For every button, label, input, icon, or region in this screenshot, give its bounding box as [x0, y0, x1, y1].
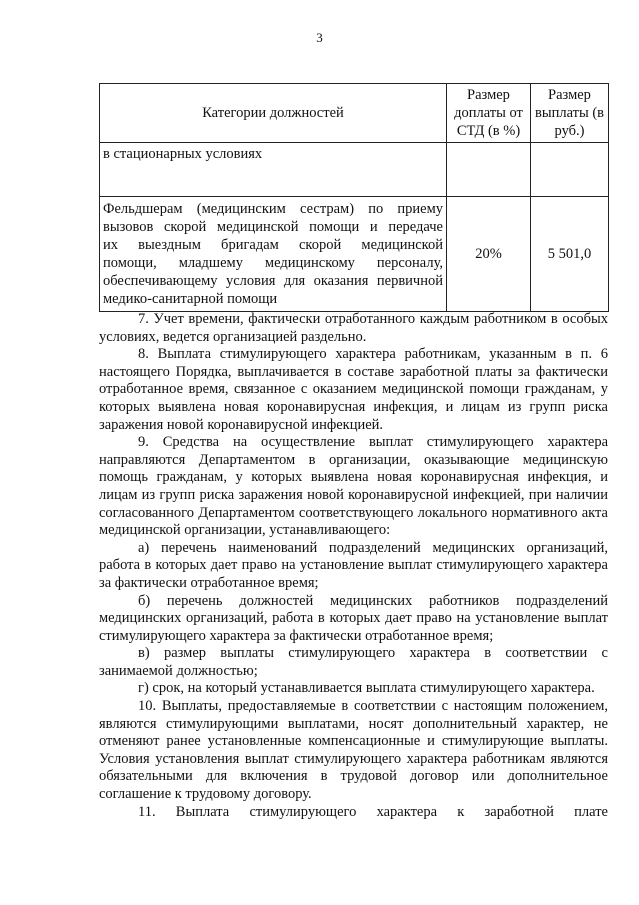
paragraph-9v: в) размер выплаты стимулирующего характера в соответствии с занимаемой должностью;	[99, 645, 608, 679]
continuation-category-cell: в стационарных условиях	[100, 143, 447, 197]
header-category: Категории должностей	[100, 84, 447, 143]
category-cell	[100, 197, 447, 312]
continuation-amount-cell	[531, 143, 609, 197]
continuation-percent-cell	[447, 143, 531, 197]
table-row	[100, 143, 609, 197]
table-row	[100, 197, 609, 312]
category-line: обеспечивающему условия для оказания первичной	[103, 273, 443, 289]
category-line: вызовов скорой медицинской помощи и передаче	[103, 219, 443, 235]
category-line: помощи, младшему медицинскому персоналу,	[103, 255, 443, 271]
category-line: Фельдшерам (медицинским сестрам) по приему	[103, 201, 443, 217]
paragraph-9a: а) перечень наименований подразделений медицинских организаций, работа в которых дает право на установление выплат стимулирующего характера за фактически отработанное время;	[99, 539, 608, 591]
paragraph-7: 7. Учет времени, фактически отработанного каждым работником в особых условиях, ведется организацией раздельно.	[99, 311, 608, 345]
page-number: 3	[316, 30, 323, 45]
amount-cell: 5 501,0	[531, 197, 609, 312]
percent-cell: 20%	[447, 197, 531, 312]
paragraph-9g: г) срок, на который устанавливается выплата стимулирующего характера.	[138, 680, 595, 697]
category-line: их выездным бригадам скорой медицинской	[103, 237, 443, 253]
paragraph-9: 9. Средства на осуществление выплат стимулирующего характера направляются Департаментом в организации, оказывающие медицинскую помощь гражданам, у которых выявлена новая коронавирусная инфекция, и лицам из групп риска заражения новой коронавирусной инфекцией, при наличии согласованного Департаментом соответствующего локального нормативного акта медицинской организации, устанавливающего:	[99, 434, 608, 539]
body-text	[99, 311, 608, 821]
paragraph-9b: б) перечень должностей медицинских работников подразделений медицинских организаций, работа в которых дает право на установление выплат стимулирующего характера за фактически отработанное время;	[99, 592, 608, 644]
payment-table	[99, 83, 609, 312]
paragraph-10: 10. Выплаты, предоставляемые в соответствии с настоящим положением, являются стимулирующими выплатами, носят дополнительный характер, не отменяют ранее установленные компенсационные и стимулирующие выплаты. Условия установления выплат стимулирующего характера работникам являются обязательными для включения в трудовой договор или дополнительное соглашение к трудовому договору.	[99, 698, 608, 803]
category-line: медико-санитарной помощи	[103, 291, 278, 307]
paragraph-11: 11. Выплата стимулирующего характера к заработной плате	[138, 803, 608, 820]
paragraph-8: 8. Выплата стимулирующего характера работникам, указанным в п. 6 настоящего Порядка, выплачивается в составе заработной платы за фактически отработанное время, связанное с оказанием медицинской помощи гражданам, у которых выявлена новая коронавирусная инфекция, и лицам из групп риска заражения новой коронавирусной инфекцией.	[99, 346, 608, 433]
header-amount: Размер выплаты (в руб.)	[531, 84, 609, 143]
header-percent: Размер доплаты от СТД (в %)	[447, 84, 531, 143]
table-header-row	[100, 84, 609, 143]
